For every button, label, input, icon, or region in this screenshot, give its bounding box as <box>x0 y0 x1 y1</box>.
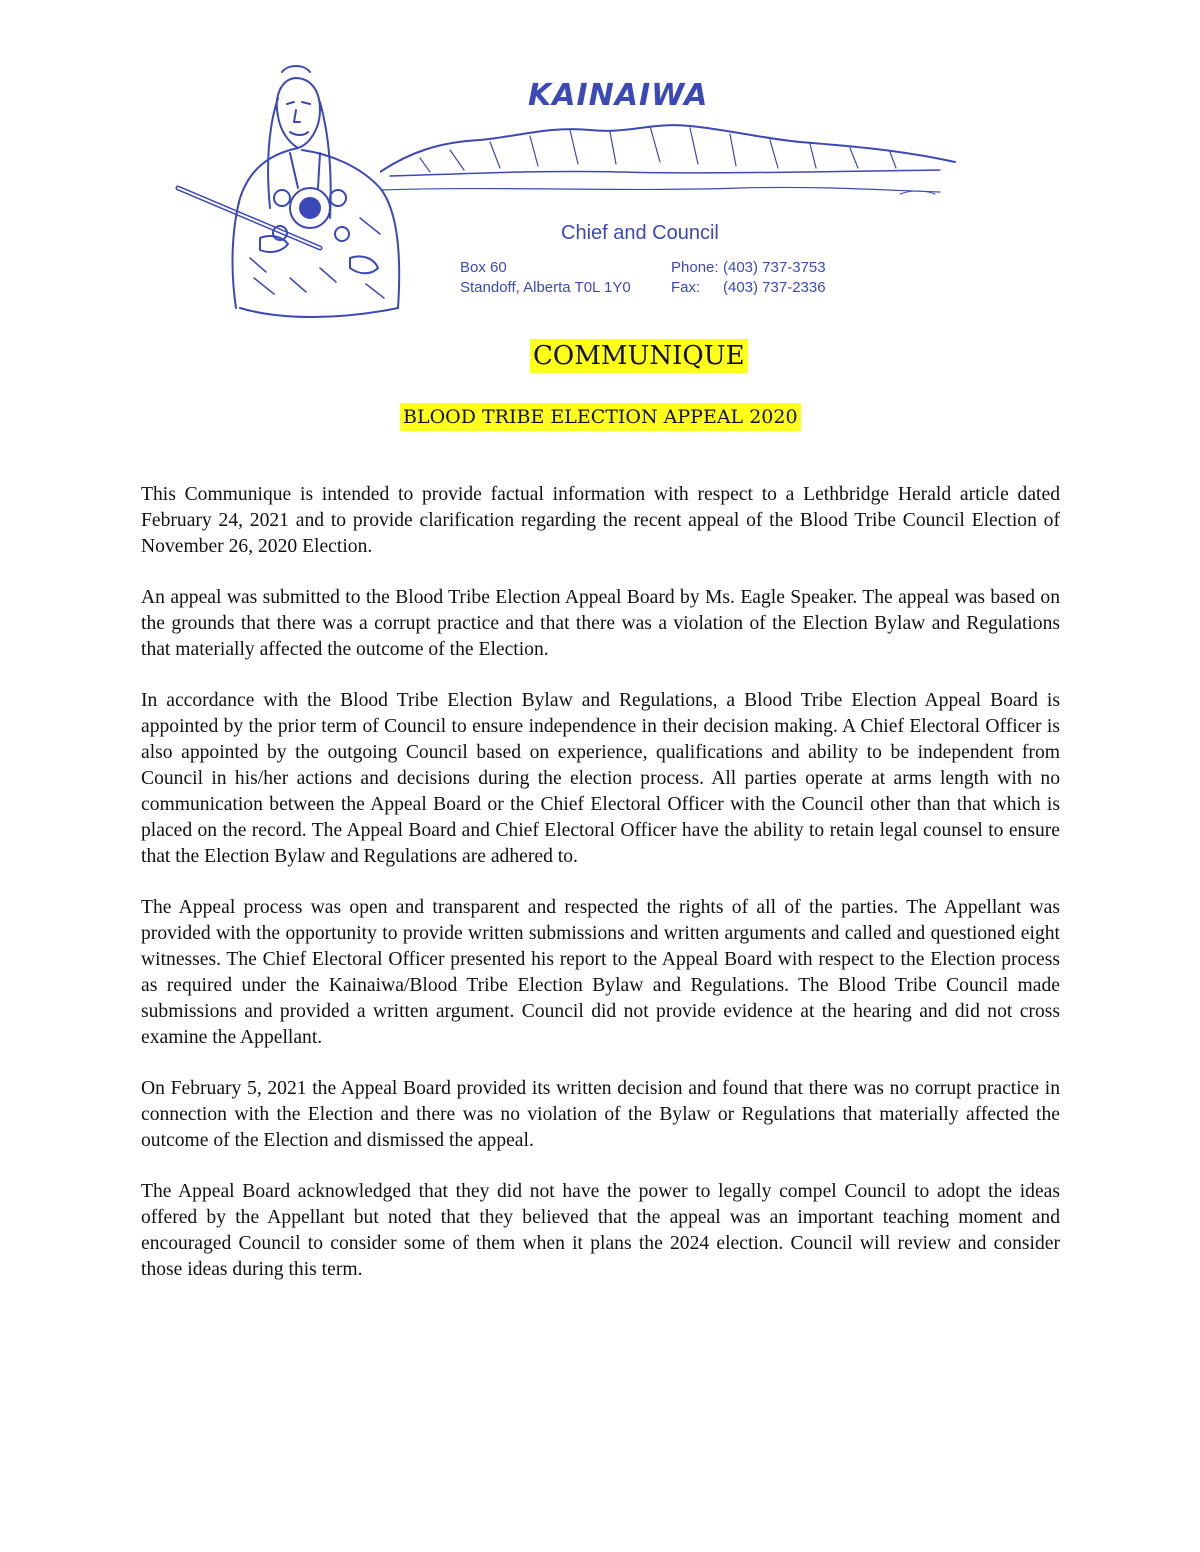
organization-name: KAINAIWA <box>528 78 709 113</box>
address-line-2: Standoff, Alberta T0L 1Y0 <box>460 279 631 296</box>
paragraph: The Appeal Board acknowledged that they did not have the power to legally compel Council to adopt the ideas offered by the Appellant but noted that they believed that the appeal was an important teaching moment and encouraged Council to consider some of them when it plans the 2024 election. Council will review and consider those ideas during this term. <box>141 1181 1060 1280</box>
document-title: COMMUNIQUE <box>530 339 748 373</box>
fax-number: (403) 737-2336 <box>723 279 826 296</box>
letterhead <box>0 0 1200 330</box>
document-subtitle: BLOOD TRIBE ELECTION APPEAL 2020 <box>400 403 801 431</box>
phone-number: (403) 737-3753 <box>723 259 826 276</box>
phone-label: Phone: <box>671 259 719 276</box>
paragraph: In accordance with the Blood Tribe Election Bylaw and Regulations, a Blood Tribe Election Appeal Board is appointed by the prior term of Council to ensure independence in their decision making. A Chief Electoral Officer is also appointed by the outgoing Council based on experience, qualifications and ability to be independent from Council in his/her actions and decisions during the election process. All parties operate at arms length with no communication between the Appeal Board or the Chief Electoral Officer with the Council other than that which is placed on the record. The Appeal Board and Chief Electoral Officer have the ability to retain legal counsel to ensure that the Election Bylaw and Regulations are adhered to. <box>141 690 1060 867</box>
paragraph: This Communique is intended to provide factual information with respect to a Lethbridge Herald article dated February 24, 2021 and to provide clarification regarding the recent appeal of the Blood Tribe Council Election of November 26, 2020 Election. <box>141 484 1060 557</box>
paragraph: The Appeal process was open and transparent and respected the rights of all of the parties. The Appellant was provided with the opportunity to provide written submissions and written arguments and called and questioned eight witnesses. The Chief Electoral Officer presented his report to the Appeal Board with respect to the Election process as required under the Kainaiwa/Blood Tribe Election Bylaw and Regulations. The Blood Tribe Council made submissions and provided a written argument. Council did not provide evidence at the hearing and did not cross examine the Appellant. <box>141 897 1060 1048</box>
address-line-1: Box 60 <box>460 259 507 276</box>
mountain-range-illustration <box>380 112 960 202</box>
contact-numbers <box>671 258 826 298</box>
communique-body <box>141 482 1060 1308</box>
paragraph: An appeal was submitted to the Blood Tribe Election Appeal Board by Ms. Eagle Speaker. The appeal was based on the grounds that there was a corrupt practice and that there was a violation of the Election Bylaw and Regulations that materially affected the outcome of the Election. <box>141 587 1060 660</box>
fax-label: Fax: <box>671 279 701 296</box>
phone-row <box>671 258 826 278</box>
office-name: Chief and Council <box>561 222 719 244</box>
mailing-address <box>460 258 631 298</box>
fax-row <box>671 278 826 298</box>
paragraph: On February 5, 2021 the Appeal Board provided its written decision and found that there was no corrupt practice in connection with the Election and there was no violation of the Bylaw or Regulations that materially affected the outcome of the Election and dismissed the appeal. <box>141 1078 1060 1151</box>
